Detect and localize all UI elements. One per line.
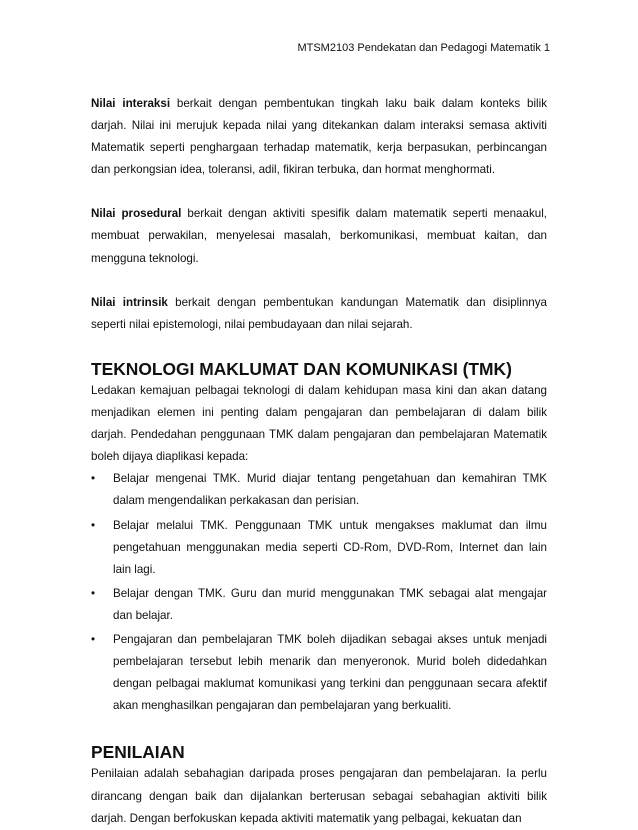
paragraph-nilai-prosedural <box>91 203 547 269</box>
list-item-text: Belajar melalui TMK. Penggunaan TMK untuk mengakses maklumat dan ilmu pengetahuan menggunakan media seperti CD-Rom, DVD-Rom, Internet dan lain lain lagi. <box>113 518 547 576</box>
paragraph-text: berkait dengan pembentukan tingkah laku baik dalam konteks bilik darjah. Nilai ini merujuk kepada nilai yang ditekankan dalam interaksi semasa aktiviti Matematik seperti penghargaan terhadap matematik, kerja berpasukan, perbincangan dan perkongsian idea, toleransi, adil, fikiran terbuka, dan hormat menghormati. <box>91 97 547 177</box>
section-heading-penilaian: PENILAIAN <box>91 742 185 763</box>
paragraph-gap <box>91 270 547 292</box>
list-item-text: Belajar mengenai TMK. Murid diajar tentang pengetahuan dan kemahiran TMK dalam mengendalikan perkakasan dan perisian. <box>113 472 547 508</box>
paragraph-nilai-interaksi <box>91 93 547 181</box>
running-header: MTSM2103 Pendekatan dan Pedagogi Matematik 1 <box>297 42 550 54</box>
term-nilai-interaksi: Nilai interaksi <box>91 97 171 110</box>
list-item <box>91 515 547 581</box>
bullet-icon: • <box>91 632 96 646</box>
list-item-text: Belajar dengan TMK. Guru dan murid menggunakan TMK sebagai alat mengajar dan belajar. <box>113 586 547 622</box>
paragraph-gap <box>91 336 547 358</box>
term-nilai-intrinsik: Nilai intrinsik <box>91 295 168 309</box>
list-item <box>91 629 547 717</box>
bullet-icon: • <box>91 586 96 600</box>
bullet-icon: • <box>91 472 96 486</box>
list-item <box>91 468 547 512</box>
paragraph-tmk-intro: Ledakan kemajuan pelbagai teknologi di dalam kehidupan masa kini dan akan datang menjadikan elemen ini penting dalam pengajaran dan pembelajaran di dalam bilik darjah. Pendedahan penggunaan TMK dalam pengajaran dan pembelajaran Matematik boleh dijaya diaplikasi kepada: <box>91 383 547 464</box>
list-item-text: Pengajaran dan pembelajaran TMK boleh dijadikan sebagai akses untuk menjadi pembelajaran tersebut lebih menarik dan menyeronok. Murid boleh didedahkan dengan pelbagai maklumat komunikasi yang terkini dan penggunaan secara afektif akan menghasilkan pengajaran dan pembelajaran yang berkualiti. <box>113 632 547 713</box>
list-item <box>91 583 547 627</box>
paragraph-gap <box>91 719 547 741</box>
paragraph-nilai-intrinsik <box>91 292 547 336</box>
paragraph-text: berkait dengan aktiviti spesifik dalam matematik seperti menaakul, membuat perwakilan, menyelesai masalah, berkomunikasi, membuat kaitan, dan mengguna teknologi. <box>91 207 547 265</box>
document-body <box>91 93 547 830</box>
paragraph-gap <box>91 181 547 203</box>
paragraph-penilaian: Penilaian adalah sebahagian daripada proses pengajaran dan pembelajaran. Ia perlu dirancang dengan baik dan dijalankan berterusan sebagai sebahagian aktiviti bilik darjah. Dengan berfokuskan kepada aktiviti matematik yang pelbagai, kekuatan dan <box>91 767 547 825</box>
section-heading-tmk: TEKNOLOGI MAKLUMAT DAN KOMUNIKASI (TMK) <box>91 358 512 379</box>
paragraph-text: berkait dengan pembentukan kandungan Matematik dan disiplinnya seperti nilai epistemologi, nilai pembudayaan dan nilai sejarah. <box>91 295 547 331</box>
tmk-bullet-list <box>91 468 547 717</box>
term-nilai-prosedural: Nilai prosedural <box>91 207 182 221</box>
bullet-icon: • <box>91 518 96 532</box>
